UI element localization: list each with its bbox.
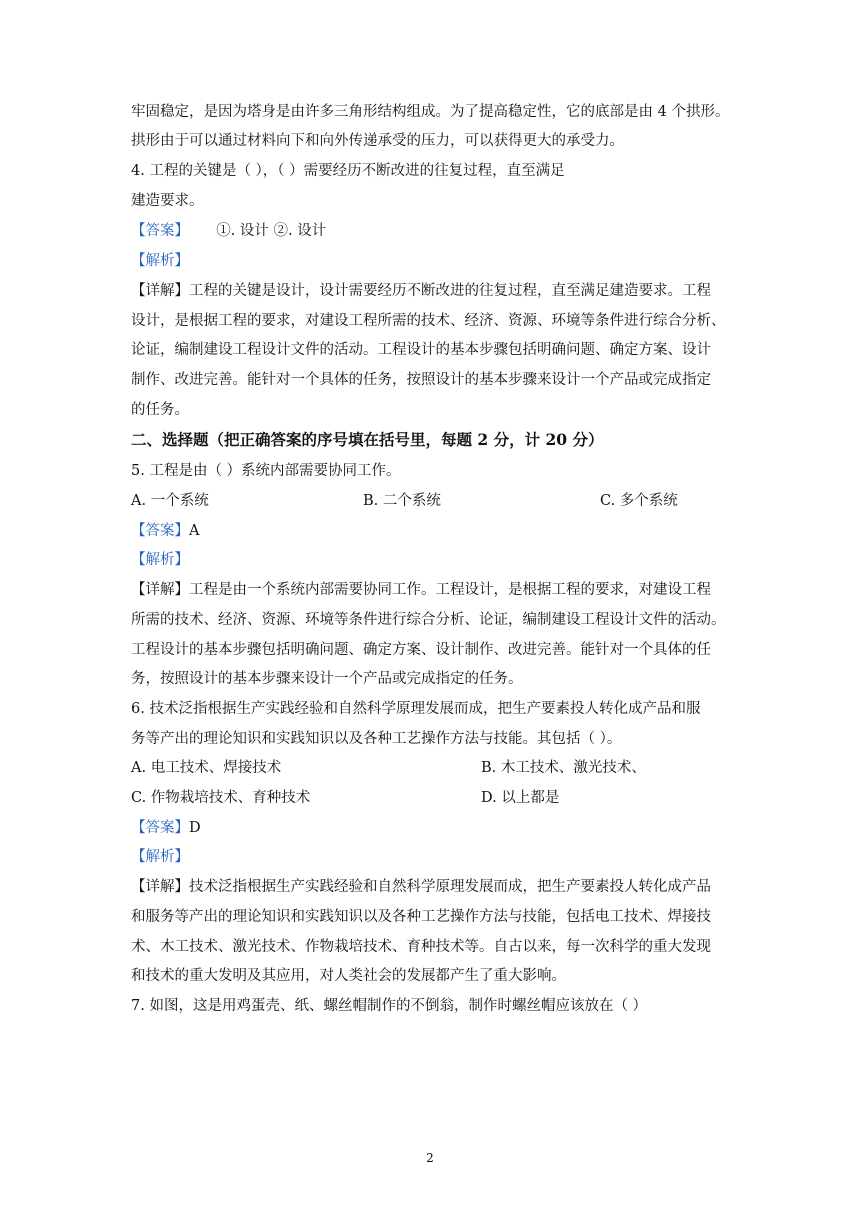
detail-label: 【详解】 [131,283,189,299]
q5-answer-value: A [189,523,200,539]
intro-line-1: 牢固稳定，是因为塔身是由许多三角形结构组成。为了提高稳定性，它的底部是由 4 个拱形。 [131,104,730,120]
q6-option-a: A. 电工技术、焊接技术 [131,760,282,776]
q5-detail-line-1 [131,580,731,600]
q4-detail-line-3: 论证，编制建设工程设计文件的活动。工程设计的基本步骤包括明确问题、确定方案、设计 [131,342,711,358]
q4-detail-line-5: 的任务。 [131,402,189,418]
q5-option-b: B. 二个系统 [363,493,441,509]
q5-analysis-label [131,550,731,570]
q4-detail-text-1: 工程的关键是设计，设计需要经历不断改进的往复过程，直至满足建造要求。工程 [189,283,711,299]
q4-stem-line-2: 建造要求。 [131,193,204,209]
q4-detail-line-1 [131,281,731,301]
answer-label: 【答案】 [131,223,189,239]
q6-option-d: D. 以上都是 [481,790,560,806]
q6-answer-value: D [189,820,201,836]
analysis-label: 【解析】 [131,253,189,269]
q6-stem-line-2: 务等产出的理论知识和实践知识以及各种工艺操作方法与技能。其包括（ ）。 [131,731,622,747]
q4-stem-line-1: 4. 工程的关键是（ ），（ ）需要经历不断改进的往复过程，直至满足 [131,163,565,179]
q5-option-c: C. 多个系统 [600,493,678,509]
q6-option-c: C. 作物栽培技术、育种技术 [131,790,311,806]
q6-detail-line-1 [131,877,731,897]
q4-answer [131,221,731,241]
q6-answer [131,818,731,838]
answer-label: 【答案】 [131,820,189,836]
q6-detail-line-4: 和技术的重大发明及其应用，对人类社会的发展都产生了重大影响。 [131,968,566,984]
section-2-title: 二、选择题（把正确答案的序号填在括号里，每题 2 分，计 20 分） [131,430,604,449]
q6-detail-line-3: 术、木工技术、激光技术、作物栽培技术、育种技术等。自古以来，每一次科学的重大发现 [131,939,711,955]
q4-detail-line-4: 制作、改进完善。能针对一个具体的任务，按照设计的基本步骤来设计一个产品或完成指定 [131,372,711,388]
q5-stem: 5. 工程是由（ ）系统内部需要协同工作。 [131,463,401,479]
q4-detail-line-2: 设计，是根据工程的要求，对建设工程所需的技术、经济、资源、环境等条件进行综合分析、 [131,313,726,329]
q6-stem-line-1: 6. 技术泛指根据生产实践经验和自然科学原理发展而成，把生产要素投人转化成产品和服 [131,701,701,717]
q7-stem: 7. 如图，这是用鸡蛋壳、纸、螺丝帽制作的不倒翁，制作时螺丝帽应该放在（ ） [131,998,648,1014]
answer-label: 【答案】 [131,523,189,539]
q5-detail-line-2: 所需的技术、经济、资源、环境等条件进行综合分析、论证，编制建设工程设计文件的活动。 [131,612,726,628]
q5-answer [131,521,731,541]
q5-detail-line-3: 工程设计的基本步骤包括明确问题、确定方案、设计制作、改进完善。能针对一个具体的任 [131,642,711,658]
q5-detail-text-1: 工程是由一个系统内部需要协同工作。工程设计，是根据工程的要求，对建设工程 [189,582,711,598]
analysis-label: 【解析】 [131,849,189,865]
q5-option-a: A. 一个系统 [131,493,209,509]
detail-label: 【详解】 [131,879,189,895]
q4-analysis-label [131,251,731,271]
q6-detail-line-2: 和服务等产出的理论知识和实践知识以及各种工艺操作方法与技能，包括电工技术、焊接技 [131,909,711,925]
q6-option-b: B. 木工技术、激光技术、 [481,760,646,776]
q6-detail-text-1: 技术泛指根据生产实践经验和自然科学原理发展而成，把生产要素投人转化成产品 [189,879,711,895]
detail-label: 【详解】 [131,582,189,598]
analysis-label: 【解析】 [131,552,189,568]
q4-answer-value: ①. 设计 ②. 设计 [216,223,327,239]
q5-detail-line-4: 务，按照设计的基本步骤来设计一个产品或完成指定的任务。 [131,671,523,687]
q6-analysis-label [131,847,731,867]
intro-line-2: 拱形由于可以通过材料向下和向外传递承受的压力，可以获得更大的承受力。 [131,133,624,149]
page-number: 2 [426,1151,434,1165]
